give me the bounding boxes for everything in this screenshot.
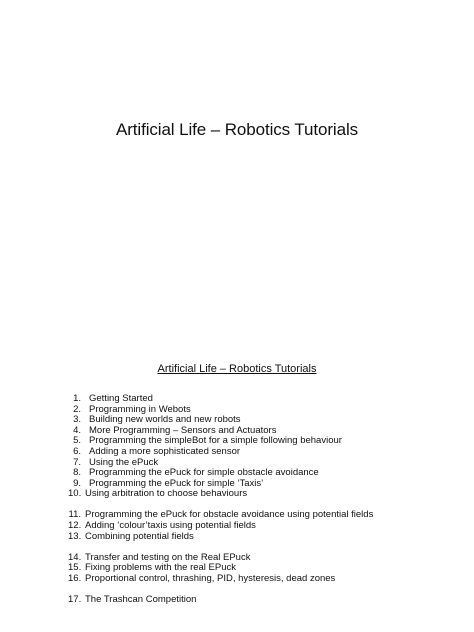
toc-item-title: Programming the ePuck for simple ‘Taxis’	[89, 477, 264, 489]
toc-item-number: 10.	[68, 488, 82, 500]
toc-item-title: Combining potential fields	[85, 530, 194, 542]
toc-item-number: 3.	[73, 414, 81, 426]
toc-item-title: Using arbitration to choose behaviours	[85, 488, 248, 500]
toc-item-title: Transfer and testing on the Real EPuck	[85, 551, 251, 563]
toc-group	[68, 510, 448, 542]
toc-item-number: 8.	[73, 467, 81, 479]
toc-item-number: 16.	[68, 572, 82, 584]
toc-group	[68, 394, 448, 500]
toc-item-title: Programming the simpleBot for a simple following behaviour	[89, 435, 342, 447]
toc-item-number: 6.	[73, 445, 81, 457]
toc-item-title: Proportional control, thrashing, PID, hysteresis, dead zones	[85, 572, 336, 584]
toc-item-number: 1.	[73, 393, 81, 404]
toc-item-number: 15.	[68, 562, 82, 574]
table-of-contents	[68, 394, 448, 606]
toc-item	[68, 394, 448, 405]
toc-heading: Artificial Life – Robotics Tutorials	[157, 363, 317, 375]
toc-item	[68, 489, 448, 500]
toc-item-number: 17.	[68, 594, 82, 605]
toc-item-number: 9.	[73, 477, 81, 489]
document-title: Artificial Life – Robotics Tutorials	[115, 120, 359, 139]
toc-item	[68, 447, 448, 458]
toc-item-title: Programming the ePuck for simple obstacle avoidance	[89, 467, 319, 479]
toc-group	[68, 595, 448, 606]
toc-item-number: 2.	[73, 403, 81, 415]
toc-item-title: More Programming – Sensors and Actuators	[89, 424, 277, 436]
toc-item-number: 11.	[68, 509, 81, 521]
toc-item-title: Building new worlds and new robots	[89, 414, 241, 426]
toc-item-title: Getting Started	[89, 393, 153, 404]
toc-item	[68, 532, 448, 543]
toc-item-title: Programming in Webots	[89, 403, 191, 415]
toc-item	[68, 595, 448, 606]
toc-item-title: Using the ePuck	[89, 456, 159, 468]
toc-item-title: Adding ‘colour’taxis using potential fields	[85, 520, 256, 532]
toc-item-number: 7.	[73, 456, 81, 468]
toc-item-number: 5.	[73, 435, 81, 447]
toc-item-number: 14.	[68, 551, 82, 563]
toc-item-number: 12.	[68, 520, 82, 532]
toc-item-title: The Trashcan Competition	[85, 594, 197, 605]
toc-item-title: Adding a more sophisticated sensor	[89, 445, 241, 457]
toc-item-title: Programming the ePuck for obstacle avoidance using potential fields	[85, 509, 374, 521]
toc-item-title: Fixing problems with the real EPuck	[85, 562, 237, 574]
toc-item-number: 4.	[73, 424, 81, 436]
toc-item-number: 13.	[68, 530, 82, 542]
toc-group	[68, 553, 448, 585]
toc-item	[68, 574, 448, 585]
